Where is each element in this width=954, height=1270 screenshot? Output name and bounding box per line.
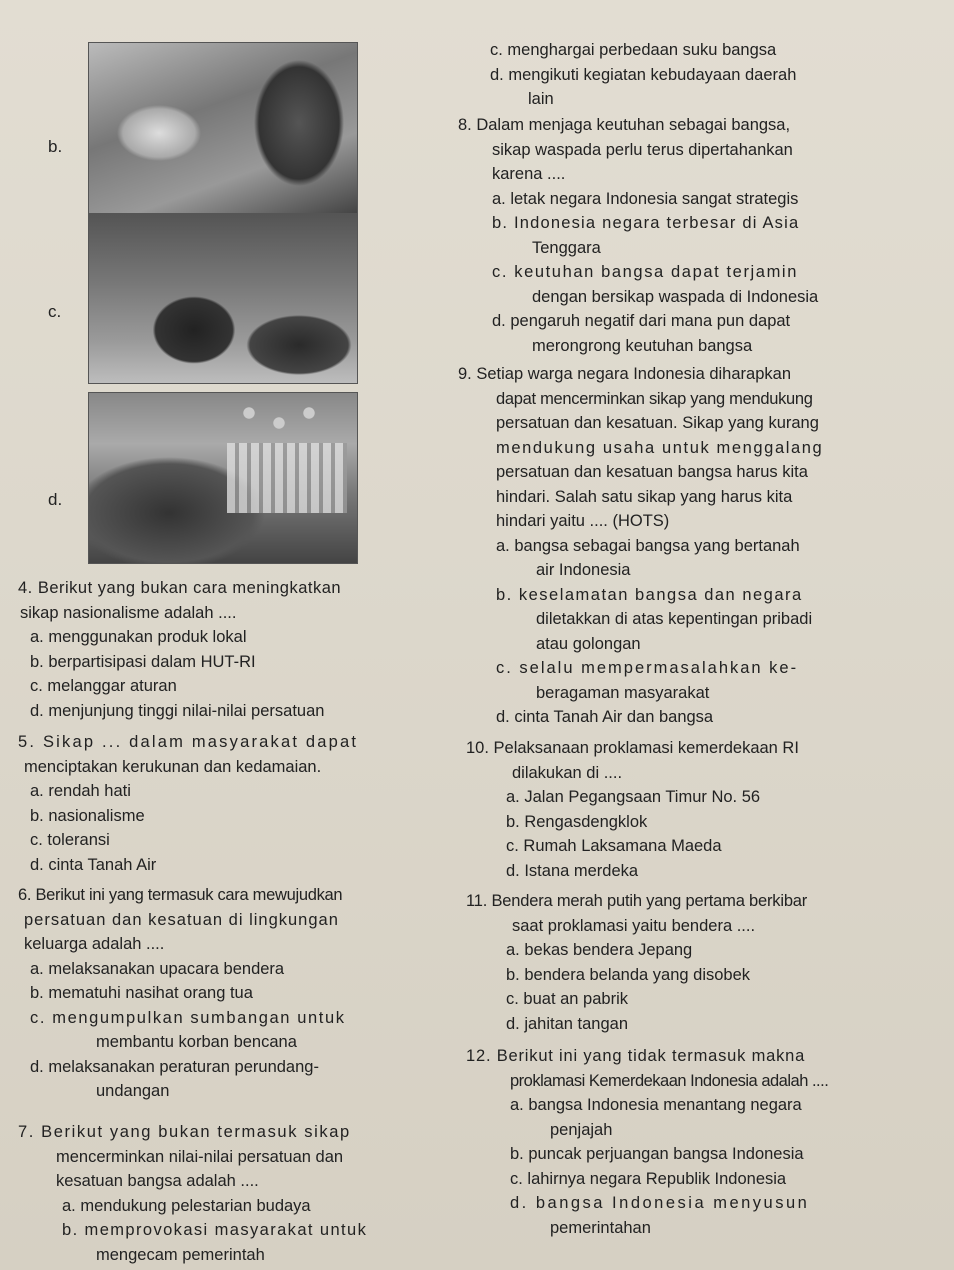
question-9: 9. Setiap warga negara Indonesia diharapkan dapat mencerminkan sikap yang mendukung persatuan dan kesatuan. Sikap yang kurang mendukung usaha untuk menggalang persatuan dan kesatuan bangsa harus kita hindari. Salah satu sikap yang harus kita hindari yaitu .... (HOTS) a. bangsa sebagai bangsa yang bertanah air Indonesia b. keselamatan bangsa dan negara diletakkan di atas kepentingan pribadi atau golongan c. selalu mempermasalahkan ke- beragaman masyarakat d. cinta Tanah Air dan bangsa bbox=[458, 365, 824, 726]
question-5: 5. Sikap ... dalam masyarakat dapat menciptakan kerukunan dan kedamaian. a. rendah hati b. nasionalisme c. toleransi d. cinta Tanah Air bbox=[18, 733, 359, 874]
figure-label-d: d. bbox=[48, 490, 63, 509]
photo-b-cultural-event bbox=[88, 42, 358, 214]
question-7: 7. Berikut yang bukan termasuk sikap mencerminkan nilai-nilai persatuan dan kesatuan bangsa adalah .... a. mendukung pelestarian budaya b. memprovokasi masyarakat untuk mengecam pemerintah bbox=[18, 1123, 368, 1264]
question-4: 4. Berikut yang bukan cara meningkatkan sikap nasionalisme adalah .... a. menggunakan produk lokal b. berpartisipasi dalam HUT-RI c. melanggar aturan d. menjunjung tinggi nilai-nilai persatuan bbox=[18, 579, 342, 720]
question-8: 8. Dalam menjaga keutuhan sebagai bangsa, sikap waspada perlu terus dipertahankan karena .... a. letak negara Indonesia sangat strategis b. Indonesia negara terbesar di Asia Tenggara c. keutuhan bangsa dapat terjamin dengan bersikap waspada di Indonesia d. pengaruh negatif dari mana pun dapat merongrong keutuhan bangsa bbox=[458, 116, 819, 355]
photo-c-traditional-dance bbox=[88, 214, 358, 384]
figure-label-c: c. bbox=[48, 302, 62, 321]
question-11: 11. Bendera merah putih yang pertama berkibar saat proklamasi yaitu bendera .... a. bekas bendera Jepang b. bendera belanda yang disobek c. buat an pabrik d. jahitan tangan bbox=[466, 892, 808, 1033]
question-10: 10. Pelaksanaan proklamasi kemerdekaan RI dilakukan di .... a. Jalan Pegangsaan Timur No. 56 b. Rengasdengklok c. Rumah Laksamana Maeda d. Istana merdeka bbox=[466, 739, 799, 880]
figure-label-b: b. bbox=[48, 137, 63, 156]
question-7-continued: c. menghargai perbedaan suku bangsa d. mengikuti kegiatan kebudayaan daerah lain bbox=[490, 41, 797, 108]
question-12: 12. Berikut ini yang tidak termasuk makna proklamasi Kemerdekaan Indonesia adalah .... a. bangsa Indonesia menantang negara penjajah b. puncak perjuangan bangsa Indonesia c. lahirnya negara Republik Indonesia d. bangsa Indonesia menyusun pemerintahan bbox=[466, 1047, 829, 1237]
photo-d-building-garden bbox=[88, 392, 358, 564]
question-6: 6. Berikut ini yang termasuk cara mewujudkan persatuan dan kesatuan di lingkungan keluarga adalah .... a. melaksanakan upacara bendera b. mematuhi nasihat orang tua c. mengumpulkan sumbangan untuk membantu korban bencana d. melaksanakan peraturan perundang- undangan bbox=[18, 886, 346, 1100]
